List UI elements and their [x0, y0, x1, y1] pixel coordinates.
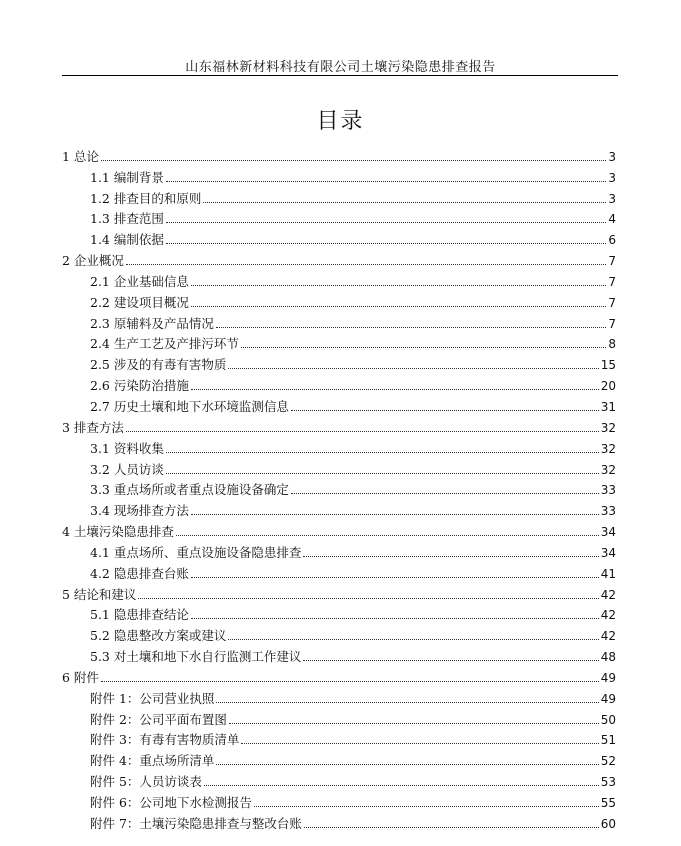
toc-entry-page-number: 7 — [608, 316, 616, 331]
toc-entry-label: 附件 4：重点场所清单 — [90, 753, 215, 769]
toc-entry[interactable] — [62, 789, 616, 810]
dot-leader — [241, 743, 598, 744]
toc-entry-page-number: 7 — [608, 295, 616, 310]
dot-leader — [126, 431, 599, 432]
toc-entry-label: 4 土壤污染隐患排查 — [62, 524, 174, 540]
toc-entry-label: 3.2 人员访谈 — [90, 461, 164, 477]
toc-entry-page-number: 20 — [600, 379, 616, 394]
toc-entry-page-number: 15 — [600, 358, 616, 373]
toc-entry-page-number: 33 — [600, 504, 616, 519]
dot-leader — [166, 222, 607, 223]
toc-entry-page-number: 55 — [600, 796, 616, 810]
toc-entry-label: 5 结论和建议 — [62, 586, 137, 602]
toc-entry-page-number: 32 — [600, 420, 616, 435]
toc-entry[interactable] — [62, 456, 616, 477]
toc-entry-page-number: 3 — [608, 191, 616, 206]
dot-leader — [304, 827, 599, 828]
toc-entry-page-number: 33 — [600, 483, 616, 498]
toc-entry[interactable] — [62, 497, 616, 518]
dot-leader — [216, 327, 607, 328]
toc-entry-label: 附件 7：土壤污染隐患排查与整改台账 — [90, 815, 302, 831]
toc-entry-label: 3.3 重点场所或者重点设施设备确定 — [90, 482, 289, 498]
toc-entry[interactable] — [62, 289, 616, 310]
toc-entry-label: 附件 1：公司营业执照 — [90, 690, 215, 706]
dot-leader — [176, 535, 599, 536]
dot-leader — [203, 202, 606, 203]
page-title: 目录 — [316, 109, 365, 134]
dot-leader — [191, 285, 607, 286]
toc-entry-page-number: 60 — [600, 816, 616, 831]
dot-leader — [191, 389, 599, 390]
toc-entry-label: 5.1 隐患排查结论 — [90, 607, 189, 623]
toc-entry[interactable] — [62, 560, 616, 581]
dot-leader — [191, 577, 599, 578]
toc-entry[interactable] — [62, 414, 616, 435]
dot-leader — [216, 764, 598, 765]
toc-entry[interactable] — [62, 435, 616, 456]
toc-entry-label: 2.5 涉及的有毒有害物质 — [90, 357, 227, 373]
toc-entry-page-number: 42 — [600, 587, 616, 602]
toc-entry-label: 2.4 生产工艺及产排污环节 — [90, 336, 239, 352]
toc-entry-label: 2.6 污染防治措施 — [90, 378, 189, 394]
header-rule — [62, 75, 618, 76]
dot-leader — [204, 785, 599, 786]
dot-leader — [126, 264, 606, 265]
toc-entry-page-number: 49 — [600, 691, 616, 706]
dot-leader — [101, 681, 599, 682]
dot-leader — [166, 452, 599, 453]
toc-entry-label: 1.4 编制依据 — [90, 232, 164, 248]
toc-entry-label: 附件 3：有毒有害物质清单 — [90, 732, 240, 748]
toc-entry[interactable] — [62, 206, 616, 227]
toc-entry-page-number: 51 — [600, 733, 616, 748]
dot-leader — [191, 514, 599, 515]
toc-entry-label: 5.2 隐患整改方案或建议 — [90, 628, 227, 644]
toc-entry-page-number: 7 — [608, 254, 616, 269]
toc-entry[interactable] — [62, 581, 616, 602]
toc-entry-label: 附件 6：公司地下水检测报告 — [90, 795, 252, 810]
toc-entry[interactable] — [62, 664, 616, 685]
toc-entry-page-number: 4 — [608, 212, 616, 227]
toc-entry[interactable] — [62, 643, 616, 664]
toc-entry-label: 3 排查方法 — [62, 419, 124, 435]
toc-entry-page-number: 31 — [600, 399, 616, 414]
toc-entry[interactable] — [62, 810, 616, 831]
toc-entry[interactable] — [62, 226, 616, 247]
toc-entry-page-number: 7 — [608, 274, 616, 289]
dot-leader — [254, 806, 599, 807]
toc-entry[interactable] — [62, 706, 616, 727]
toc-entry-page-number: 34 — [600, 545, 616, 560]
toc-entry[interactable] — [62, 164, 616, 185]
toc-entry[interactable] — [62, 247, 616, 268]
toc-entry[interactable] — [62, 685, 616, 706]
toc-entry-page-number: 6 — [608, 233, 616, 248]
toc-entry[interactable] — [62, 602, 616, 623]
toc-entry[interactable] — [62, 372, 616, 393]
toc-entry[interactable] — [62, 622, 616, 643]
running-header: 山东福林新材料科技有限公司土壤污染隐患排查报告 — [185, 60, 496, 75]
dot-leader — [291, 410, 599, 411]
dot-leader — [228, 639, 598, 640]
dot-leader — [191, 306, 607, 307]
dot-leader — [291, 493, 599, 494]
toc-entry-label: 2.3 原辅料及产品情况 — [90, 315, 214, 331]
dot-leader — [228, 368, 598, 369]
dot-leader — [303, 556, 598, 557]
toc-entry-label: 1.3 排查范围 — [90, 211, 164, 227]
toc-entry-label: 附件 5：人员访谈表 — [90, 774, 202, 790]
toc-entry-page-number: 42 — [600, 608, 616, 623]
toc-entry[interactable] — [62, 268, 616, 289]
toc-entry-label: 3.1 资料收集 — [90, 440, 164, 456]
toc-entry-page-number: 32 — [600, 441, 616, 456]
dot-leader — [241, 347, 607, 348]
toc-entry-page-number: 50 — [600, 712, 616, 727]
toc-entry-page-number: 3 — [608, 170, 616, 185]
dot-leader — [303, 660, 598, 661]
toc-entry-label: 2.2 建设项目概况 — [90, 294, 189, 310]
toc-entry[interactable] — [62, 351, 616, 372]
toc-entry[interactable] — [62, 310, 616, 331]
dot-leader — [191, 618, 599, 619]
toc-entry-label: 1.2 排查目的和原则 — [90, 190, 202, 206]
toc-entry-page-number: 3 — [608, 149, 616, 164]
toc-entry[interactable] — [62, 185, 616, 206]
toc-entry-label: 2.1 企业基础信息 — [90, 273, 189, 289]
toc-entry-label: 6 附件 — [62, 669, 99, 685]
toc-entry-page-number: 42 — [600, 629, 616, 644]
dot-leader — [138, 598, 598, 599]
toc-entry-label: 2 企业概况 — [62, 253, 124, 269]
toc-entry-label: 2.7 历史土壤和地下水环境监测信息 — [90, 398, 289, 414]
toc-entry-label: 1 总论 — [62, 148, 99, 164]
toc-entry-page-number: 49 — [600, 670, 616, 685]
toc-entry-page-number: 52 — [600, 754, 616, 769]
dot-leader — [101, 160, 606, 161]
toc-entry[interactable] — [62, 477, 616, 498]
dot-leader — [166, 181, 607, 182]
toc-entry-label: 附件 2：公司平面布置图 — [90, 711, 227, 727]
toc-entry[interactable] — [62, 393, 616, 414]
toc-entry-label: 5.3 对土壤和地下水自行监测工作建议 — [90, 649, 302, 665]
toc-entry-label: 1.1 编制背景 — [90, 169, 164, 185]
toc-entry-label: 4.2 隐患排查台账 — [90, 565, 189, 581]
toc-entry-page-number: 32 — [600, 462, 616, 477]
table-of-contents — [62, 143, 616, 831]
toc-entry[interactable] — [62, 539, 616, 560]
toc-entry-page-number: 41 — [600, 566, 616, 581]
toc-entry[interactable] — [62, 747, 616, 768]
toc-entry[interactable] — [62, 768, 616, 789]
toc-entry-page-number: 8 — [608, 337, 616, 352]
toc-entry-page-number: 48 — [600, 650, 616, 665]
toc-entry-label: 4.1 重点场所、重点设施设备隐患排查 — [90, 544, 302, 560]
toc-entry[interactable] — [62, 143, 616, 164]
dot-leader — [216, 702, 598, 703]
dot-leader — [166, 473, 599, 474]
dot-leader — [229, 723, 599, 724]
toc-entry-page-number: 53 — [600, 775, 616, 790]
toc-entry[interactable] — [62, 518, 616, 539]
toc-entry[interactable] — [62, 331, 616, 352]
toc-entry-page-number: 34 — [600, 525, 616, 540]
toc-entry-label: 3.4 现场排查方法 — [90, 503, 189, 519]
toc-entry[interactable] — [62, 727, 616, 748]
dot-leader — [166, 243, 607, 244]
